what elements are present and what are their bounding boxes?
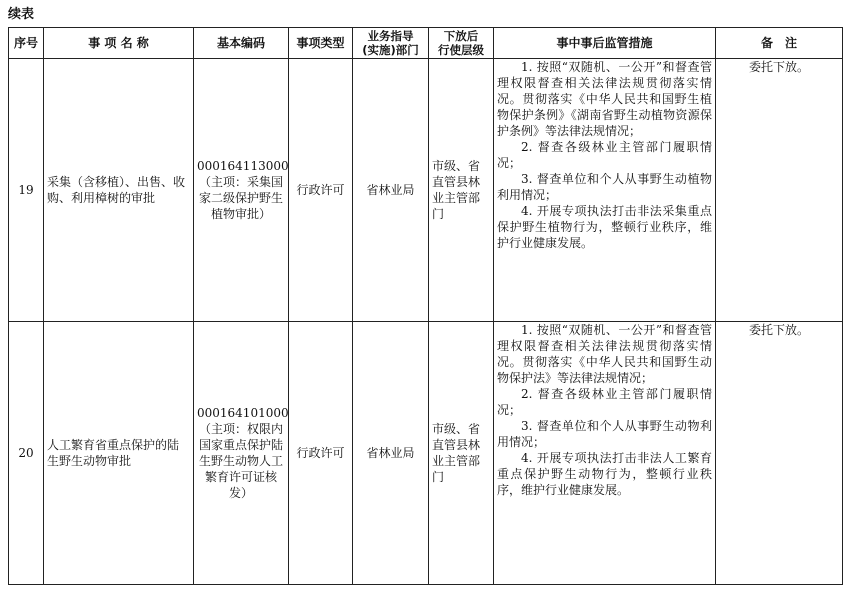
row-code-cell — [194, 322, 289, 585]
header-level-line2: 行使层级 — [438, 43, 484, 57]
row-code-note: （主项：采集国家二级保护野生植物审批） — [198, 175, 283, 221]
row-note: 委托下放。 — [716, 59, 843, 322]
row-item-name: 人工繁育省重点保护的陆生野生动物审批 — [44, 322, 194, 585]
measure-item: 3. 督查单位和个人从事野生动植物利用情况； — [497, 172, 712, 202]
measure-item: 3. 督查单位和个人从事野生动物利用情况； — [497, 419, 712, 449]
row-seq: 19 — [9, 59, 44, 322]
row-code-cell — [194, 59, 289, 322]
table-row — [9, 59, 843, 322]
measure-item: 4. 开展专项执法打击非法采集重点保护野生植物行为，整顿行业秩序，维护行业健康发展。 — [497, 204, 712, 250]
table-caption: 续表 — [8, 7, 35, 22]
header-name: 事 项 名 称 — [44, 28, 194, 59]
row-code-note: （主项：权限内国家重点保护陆生野生动物人工繁育许可证核发） — [198, 422, 283, 500]
header-note: 备 注 — [716, 28, 843, 59]
row-measures — [494, 322, 716, 585]
measure-item: 4. 开展专项执法打击非法人工繁育重点保护野生动物行为，整顿行业秩序，维护行业健康发展。 — [497, 451, 712, 497]
row-type: 行政许可 — [289, 322, 353, 585]
row-level: 市级、省直管县林业主管部门 — [429, 322, 494, 585]
measure-item: 1. 按照“双随机、一公开”和督查管理权限督查相关法律法规贯彻落实情况。贯彻落实《中华人民共和国野生植物保护条例》《湖南省野生动植物资源保护条例》等法律法规情况； — [497, 60, 712, 138]
header-level-line1: 下放后 — [443, 29, 479, 43]
header-seq: 序号 — [9, 28, 44, 59]
header-type: 事项类型 — [289, 28, 353, 59]
table-row — [9, 322, 843, 585]
row-level: 市级、省直管县林业主管部门 — [429, 59, 494, 322]
supervision-table — [8, 27, 843, 585]
row-note: 委托下放。 — [716, 322, 843, 585]
table-header-row — [9, 28, 843, 59]
row-code: 000164101000 — [197, 406, 289, 420]
measure-item: 1. 按照“双随机、一公开”和督查管理权限督查相关法律法规贯彻落实情况。贯彻落实《中华人民共和国野生动物保护法》等法律法规情况； — [497, 323, 712, 385]
row-type: 行政许可 — [289, 59, 353, 322]
row-item-name: 采集（含移植）、出售、收购、利用樟树的审批 — [44, 59, 194, 322]
row-dept: 省林业局 — [353, 59, 429, 322]
row-code: 000164113000 — [197, 159, 289, 173]
header-code: 基本编码 — [194, 28, 289, 59]
row-seq: 20 — [9, 322, 44, 585]
header-measures: 事中事后监管措施 — [494, 28, 716, 59]
header-dept-line2: (实施)部门 — [362, 43, 419, 57]
measure-item: 2. 督查各级林业主管部门履职情况； — [497, 140, 712, 170]
row-dept: 省林业局 — [353, 322, 429, 585]
header-dept — [353, 28, 429, 59]
measure-item: 2. 督查各级林业主管部门履职情况； — [497, 387, 712, 417]
header-level — [429, 28, 494, 59]
header-dept-line1: 业务指导 — [367, 29, 414, 43]
row-measures — [494, 59, 716, 322]
